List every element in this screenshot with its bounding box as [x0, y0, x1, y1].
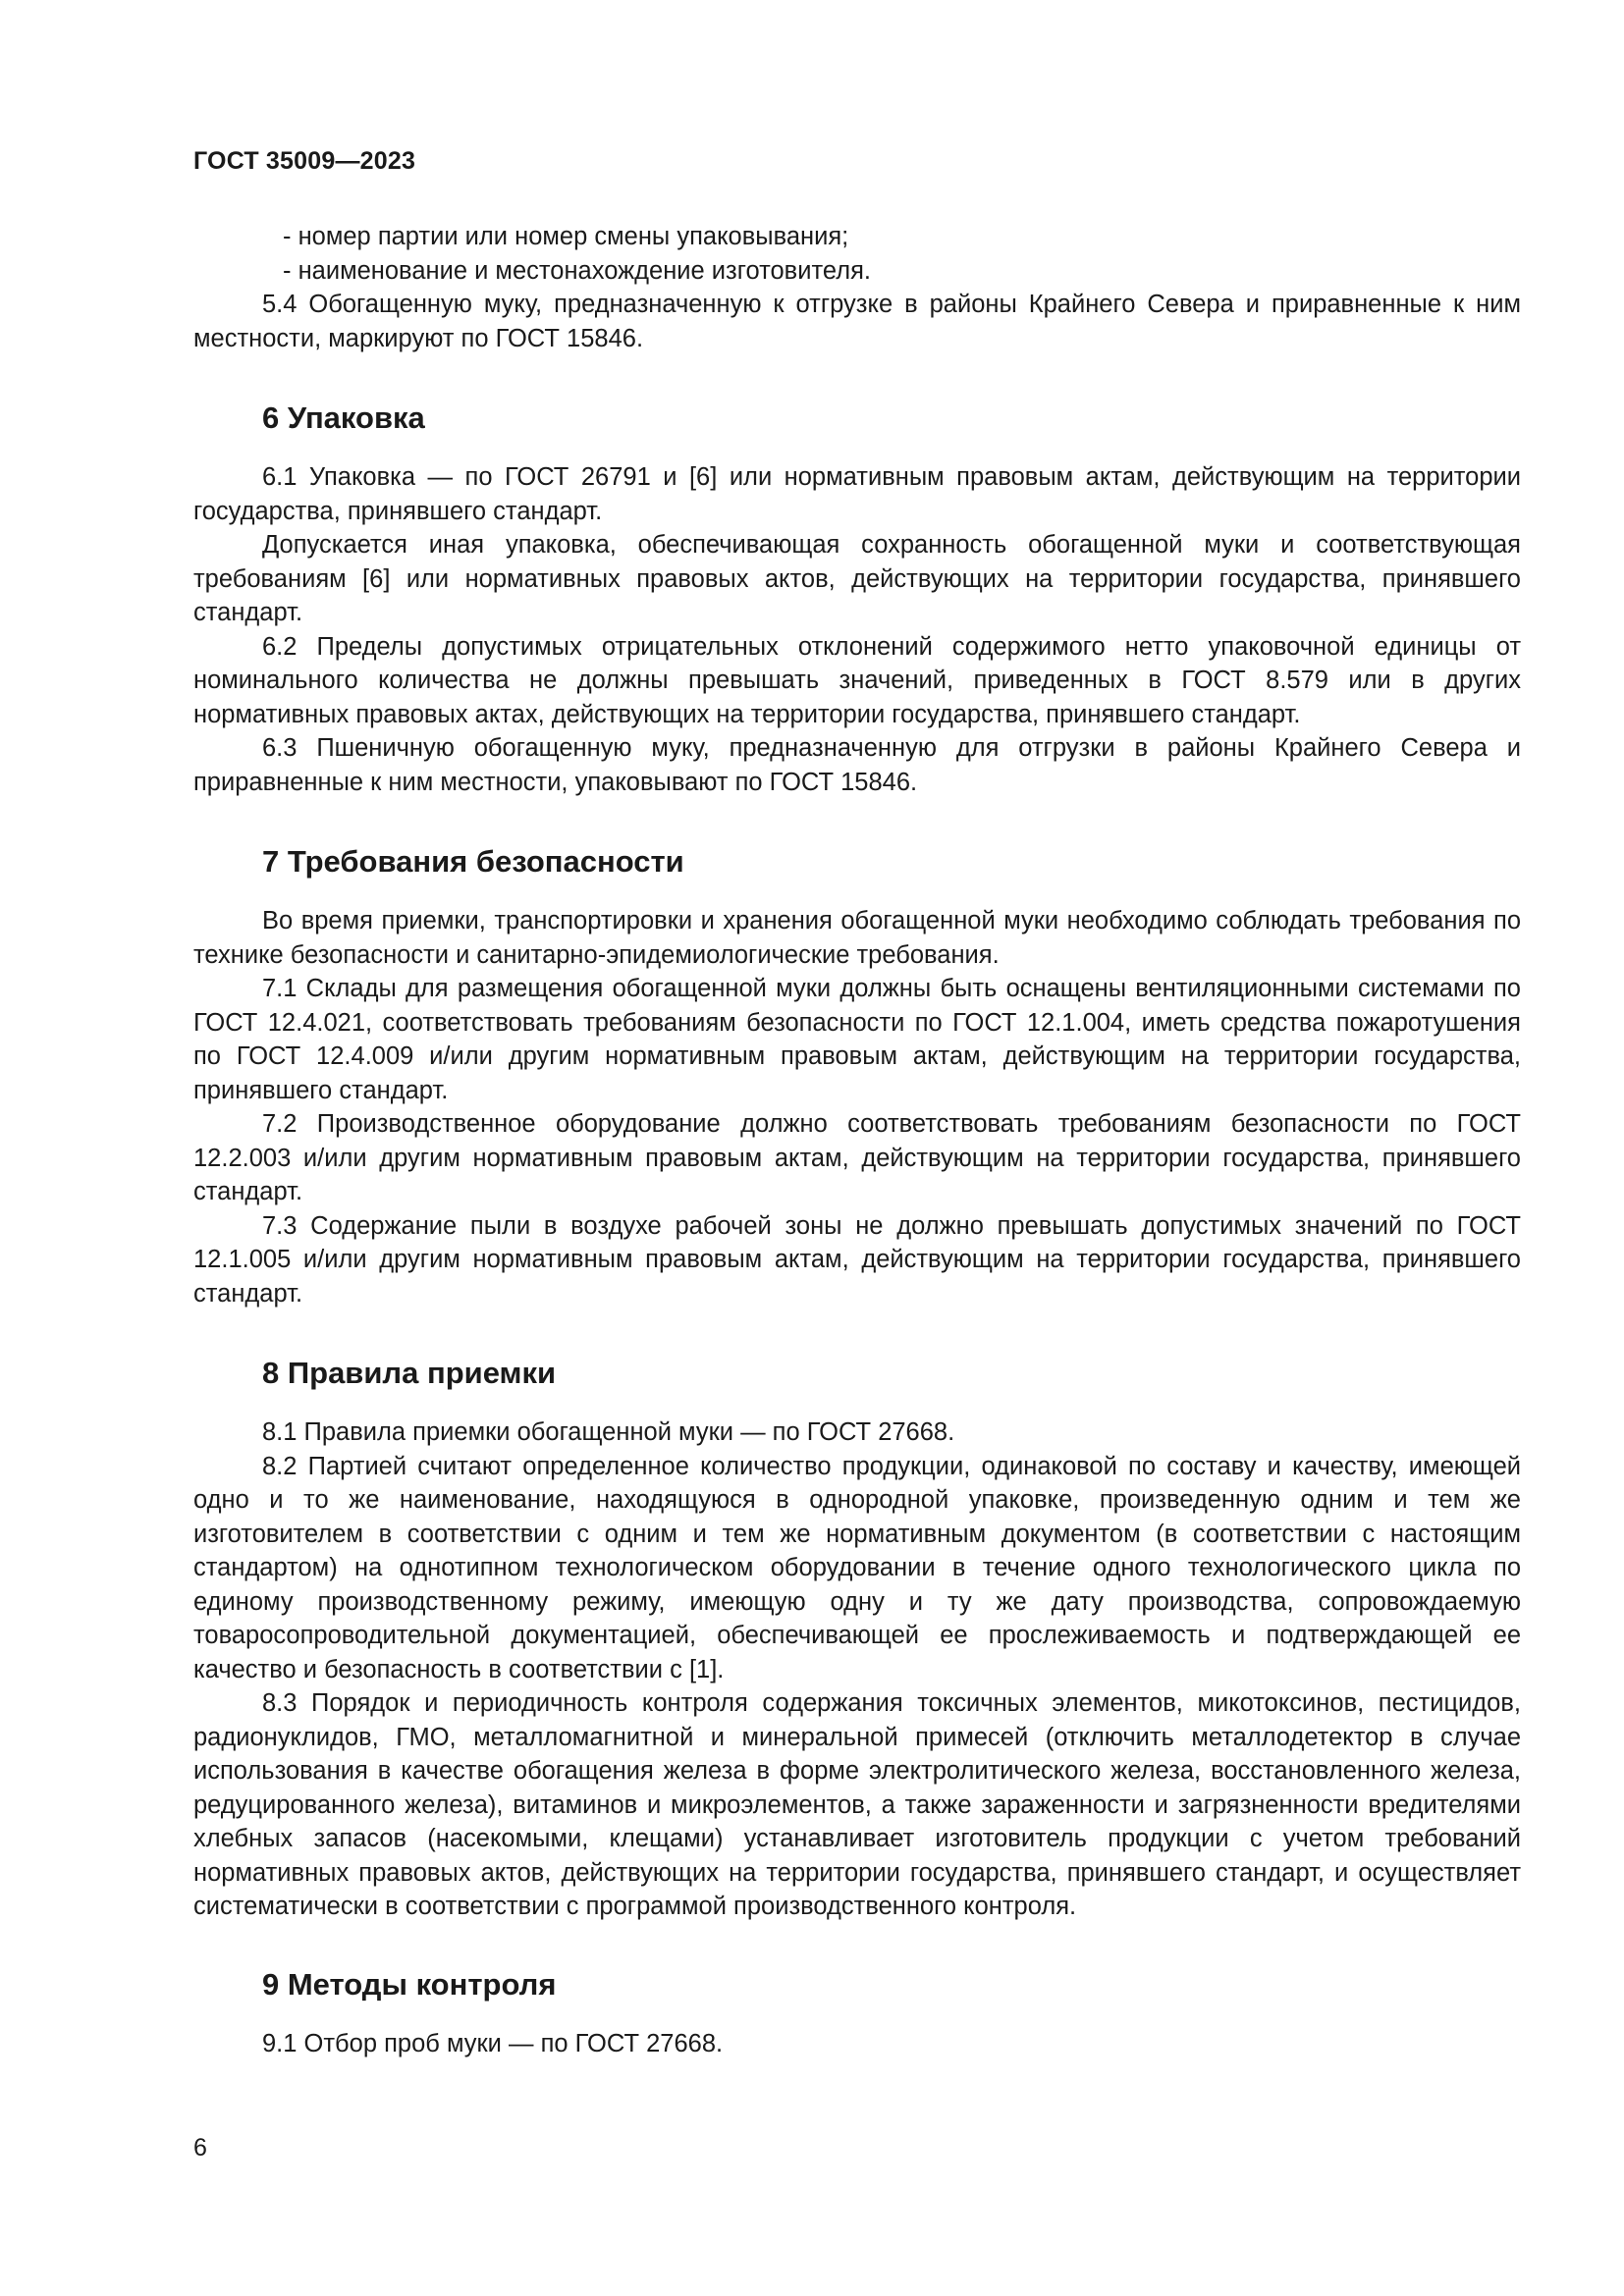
paragraph-7-1: 7.1 Склады для размещения обогащенной муки должны быть оснащены вентиляционными системами по ГОСТ 12.4.021, соответствовать требованиям безопасности по ГОСТ 12.1.004, иметь средства пожаротушения по ГОСТ 12.4.009 и/или другим нормативным правовым актам, действующим на территории государства, принявшего стандарт. — [193, 975, 1521, 1104]
paragraph-6-1: 6.1 Упаковка — по ГОСТ 26791 и [6] или нормативным правовым актам, действующим на территории государства, принявшего стандарт. — [193, 463, 1521, 525]
page-number: 6 — [193, 2134, 207, 2162]
list-item: - номер партии или номер смены упаковывания; — [283, 223, 849, 250]
paragraph-9-1: 9.1 Отбор проб муки — по ГОСТ 27668. — [262, 2029, 724, 2057]
paragraph-8-3: 8.3 Порядок и периодичность контроля содержания токсичных элементов, микотоксинов, пестицидов, радионуклидов, ГМО, металломагнитной и минеральной примесей (отключить металлодетектор в случае использования в качестве обогащения железа в форме электролитического железа, восстановленного железа, редуцированного железа), витаминов и микроэлементов, а также зараженности и загрязненности вредителями хлебных запасов (насекомыми, клещами) устанавливает изготовитель продукции с учетом требований нормативных правовых актов, действующих на территории государства, принявшего стандарт, и осуществляет систематически в соответствии с программой производственного контроля. — [193, 1689, 1521, 1920]
section-8-title: 8 Правила приемки — [262, 1356, 557, 1390]
paragraph-6-2: 6.2 Пределы допустимых отрицательных отклонений содержимого нетто упаковочной единицы от номинального количества не должны превышать значений, приведенных в ГОСТ 8.579 или в других нормативных правовых актах, действующих на территории государства, принявшего стандарт. — [193, 632, 1521, 728]
list-item: - наименование и местонахождение изготовителя. — [283, 256, 871, 285]
document-header: ГОСТ 35009—2023 — [193, 147, 416, 175]
section-9-title: 9 Методы контроля — [262, 1966, 557, 2002]
paragraph-7-2: 7.2 Производственное оборудование должно соответствовать требованиям безопасности по ГОСТ 12.2.003 и/или другим нормативным правовым актам, действующим на территории государства, принявшего стандарт. — [193, 1110, 1521, 1205]
paragraph-7-3: 7.3 Содержание пыли в воздухе рабочей зоны не должно превышать допустимых значений по ГОСТ 12.1.005 и/или другим нормативным правовым актам, действующим на территории государства, принявшего стандарт. — [193, 1211, 1521, 1308]
paragraph-8-2: 8.2 Партией считают определенное количество продукции, одинаковой по составу и качеству, имеющей одно и то же наименование, находящуюся в однородной упаковке, произведенную одним и тем же изготовителем в соответствии с одним и тем же нормативным документом (в соответствии с настоящим стандартом) на однотипном технологическом оборудовании в течение одного технологического цикла по единому производственному режиму, имеющую одну и ту же дату производства, сопровождаемую товаросопроводительной документацией, обеспечивающей ее прослеживаемость и подтверждающей ее качество и безопасность в соответствии с [1]. — [193, 1452, 1521, 1683]
document-body — [193, 220, 1521, 2060]
paragraph-5-4: 5.4 Обогащенную муку, предназначенную к отгрузке в районы Крайнего Севера и приравненные к ним местности, маркируют по ГОСТ 15846. — [193, 291, 1521, 352]
section-6-title: 6 Упаковка — [262, 400, 425, 435]
paragraph-7-intro: Во время приемки, транспортировки и хранения обогащенной муки необходимо соблюдать требования по технике безопасности и санитарно-эпидемиологические требования. — [193, 907, 1521, 969]
section-7-title: 7 Требования безопасности — [262, 844, 684, 879]
paragraph-6-1-note: Допускается иная упаковка, обеспечивающая сохранность обогащенной муки и соответствующая требованиям [6] или нормативных правовых актов, действующих на территории государства, принявшего стандарт. — [193, 531, 1521, 626]
paragraph-8-1: 8.1 Правила приемки обогащенной муки — по ГОСТ 27668. — [262, 1418, 955, 1446]
paragraph-6-3: 6.3 Пшеничную обогащенную муку, предназначенную для отгрузки в районы Крайнего Севера и приравненные к ним местности, упаковывают по ГОСТ 15846. — [193, 734, 1521, 796]
